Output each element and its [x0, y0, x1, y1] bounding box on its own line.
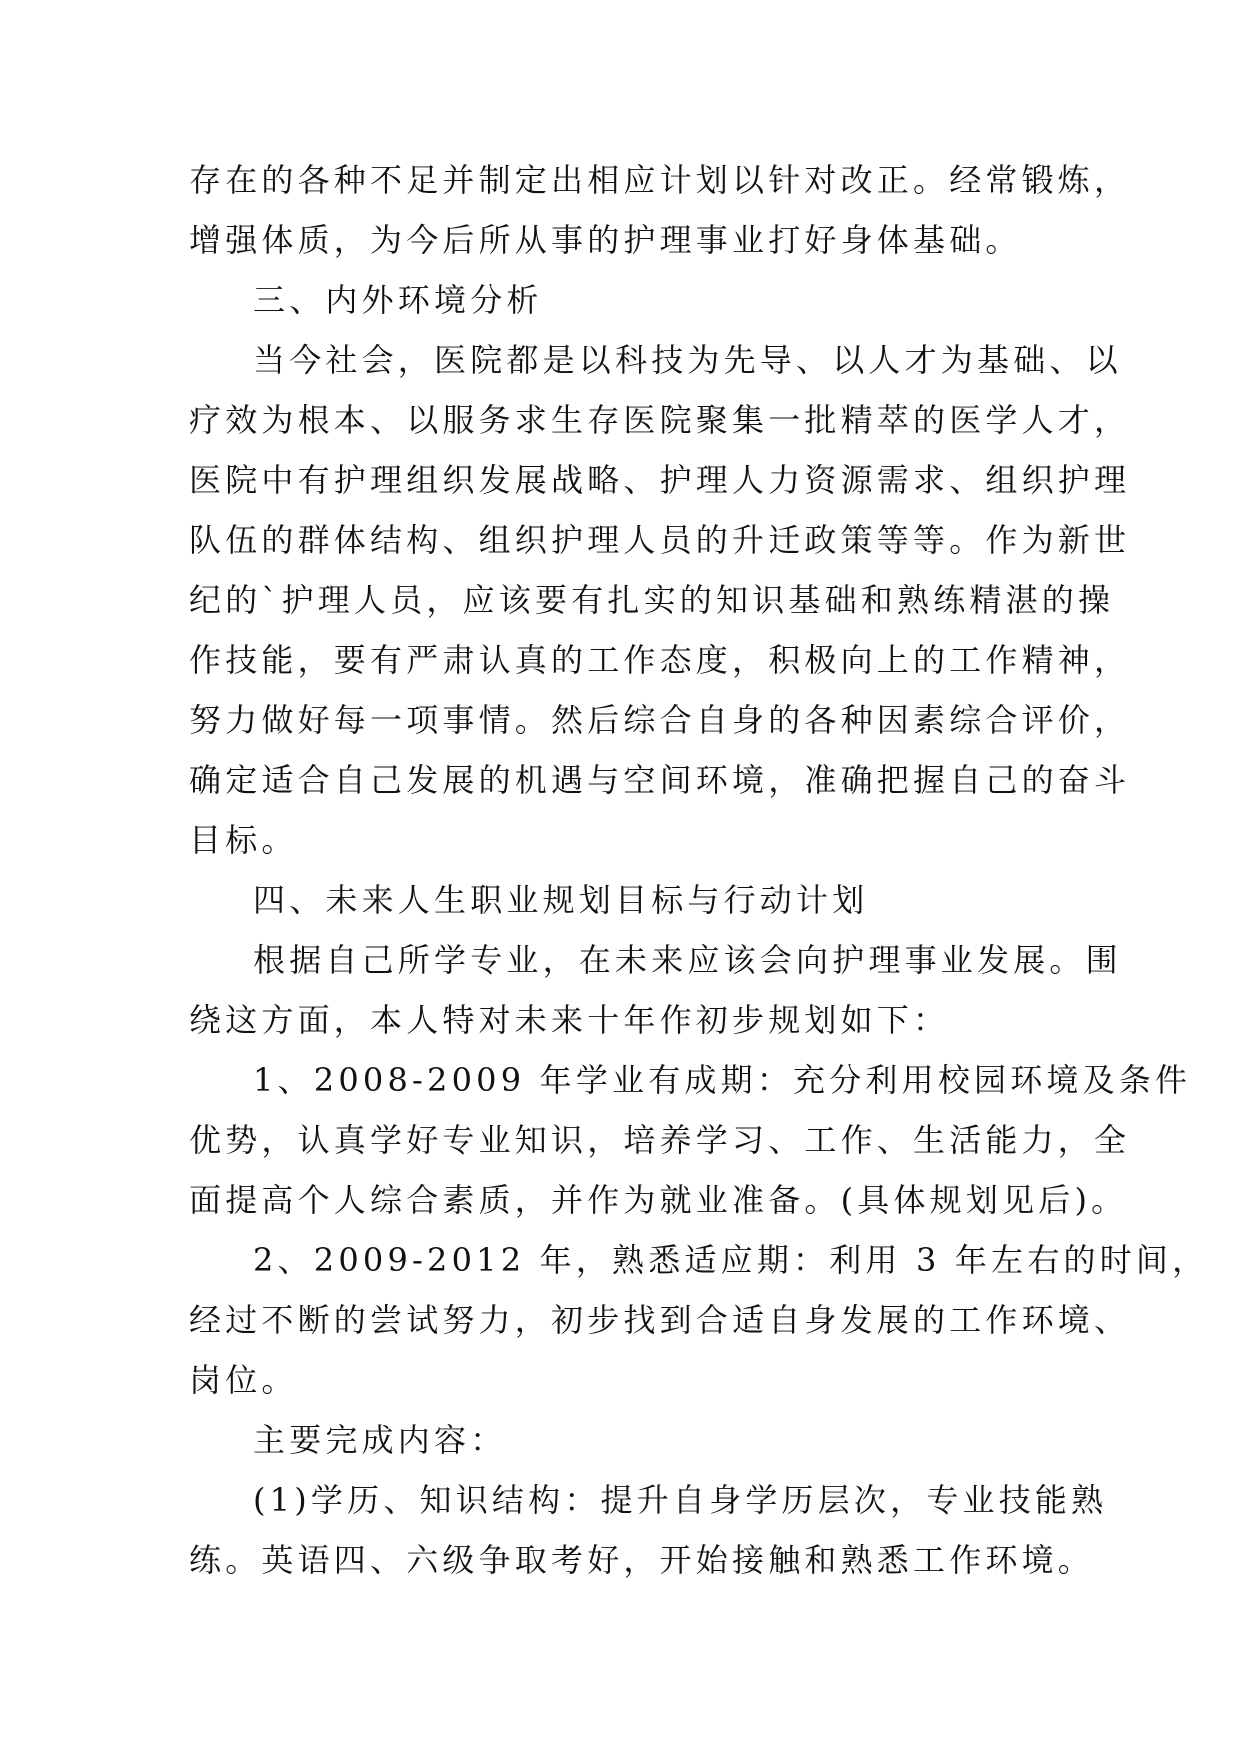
text-line: 队伍的群体结构、组织护理人员的升迁政策等等。作为新世: [189, 521, 1131, 559]
text-line: 岗位。: [189, 1361, 298, 1399]
text-line: 根据自己所学专业，在未来应该会向护理事业发展。围: [253, 941, 1122, 979]
text-line: 经过不断的尝试努力，初步找到合适自身发展的工作环境、: [189, 1301, 1131, 1339]
text-line: 目标。: [189, 821, 298, 859]
text-line: 练。英语四、六级争取考好，开始接触和熟悉工作环境。: [189, 1541, 1095, 1579]
text-line: 绕这方面，本人特对未来十年作初步规划如下：: [189, 1001, 950, 1039]
text-line: 优势，认真学好专业知识，培养学习、工作、生活能力，全: [189, 1121, 1131, 1159]
text-line: 存在的各种不足并制定出相应计划以针对改正。经常锻炼，: [189, 161, 1131, 199]
text-line: 努力做好每一项事情。然后综合自身的各种因素综合评价，: [189, 701, 1131, 739]
text-line: 确定适合自己发展的机遇与空间环境，准确把握自己的奋斗: [189, 761, 1131, 799]
text-line: 作技能，要有严肃认真的工作态度，积极向上的工作精神，: [189, 641, 1131, 679]
text-line: 纪的`护理人员，应该要有扎实的知识基础和熟练精湛的操: [189, 581, 1115, 619]
section-heading: 四、未来人生职业规划目标与行动计划: [253, 881, 869, 919]
text-line: 当今社会，医院都是以科技为先导、以人才为基础、以: [253, 341, 1122, 379]
text-line: (1)学历、知识结构：提升自身学历层次，专业技能熟: [253, 1481, 1108, 1519]
section-heading: 三、内外环境分析: [253, 281, 543, 319]
text-line: 主要完成内容：: [253, 1421, 507, 1459]
text-line: 面提高个人综合素质，并作为就业准备。(具体规划见后)。: [189, 1181, 1128, 1219]
text-line: 医院中有护理组织发展战略、护理人力资源需求、组织护理: [189, 461, 1131, 499]
text-line: 2、2009-2012 年，熟悉适应期：利用 3 年左右的时间，: [253, 1241, 1209, 1279]
text-line: 疗效为根本、以服务求生存医院聚集一批精萃的医学人才，: [189, 401, 1131, 439]
text-line: 1、2008-2009 年学业有成期：充分利用校园环境及条件: [253, 1061, 1192, 1099]
text-line: 增强体质，为今后所从事的护理事业打好身体基础。: [189, 221, 1022, 259]
